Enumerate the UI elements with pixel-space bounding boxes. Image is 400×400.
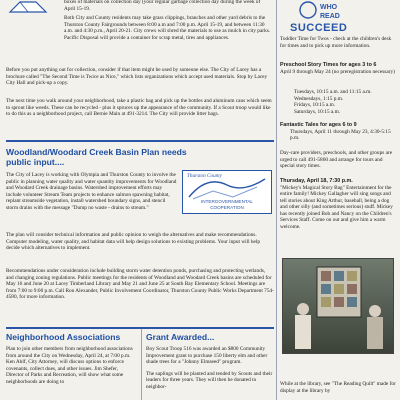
intro-p2: Both City and County residents may take grass clippings, branches and other yard debris to the Thurston County Fairgrounds between 8:00 a.m and 7:00 p.m. April 15-19, and between 11:30 a.m. and 4:30 p.m., April 20-21. City crews will shred the materials to use as mulch in city parks. Pacific Disposal will provide a container for scrap metal, tires and appliances. xyxy=(64,15,271,41)
time-2: Wednesdays, 1:15 p.m. xyxy=(294,95,344,102)
section-rule-2 xyxy=(6,327,274,329)
fantastic-sub: Thursdays, April 11 through May 23, 4:30-5:15 p.m. xyxy=(290,128,391,141)
daycare-text: Day-care providers, preschools, and other groups are urged to call 491-5860 and arrange for tours and special story times. xyxy=(280,150,393,169)
section-rule xyxy=(6,140,274,142)
svg-text:WHO: WHO xyxy=(320,4,338,11)
quilt-text: While at the library, see "The Reading Quilt" made for display at the library by xyxy=(280,381,396,394)
time-4: Saturdays, 10:15 a.m. xyxy=(294,108,341,115)
time-3: Fridays, 10:15 a.m. xyxy=(294,102,336,108)
grant-p2: The saplings will be planted and tended by Scouts and their leaders for three years. They will then be donated to neighbor- xyxy=(146,370,273,390)
intro-p3: Before you put anything out for collection, consider if that item might be used by someone else. The City of Lacey has a brochure called "The Second Time is Twice as Nice," which lists organizations which accept used materials. Stop by Lacey City Hall and pick-up a copy. xyxy=(6,67,268,86)
neighborhood-headline: Neighborhood Associations xyxy=(6,332,121,342)
intergovernmental-logo xyxy=(182,170,272,214)
preschool-sub: April 9 through May 24 (no preregistration necessary) xyxy=(280,68,395,75)
right-column xyxy=(280,0,396,400)
toddler-text: Toddler Time for Twos - check at the children's desk for times and to pick up more information. xyxy=(280,36,392,49)
preschool-heading: Preschool Story Times for ages 3 to 6 xyxy=(280,62,377,68)
recycle-illustration xyxy=(6,0,58,14)
basin-p1: The City of Lacey is working with Olympia and Thurston County to involve the public in planning water quality and water quantity improvements for Woodland and Woodard Creek drainage basins. Watershed improvement efforts may include volunteer Stream Team projects to enhance salmon spawning habitat, replant streamside vegetation, install watershed boundary signs, and stencil storm drains with the message "Dump no waste - drains to stream." xyxy=(6,172,177,211)
basin-p2: The plan will consider technical information and public opinion to weigh the alternatives and make recommendations. Computer modeling, water quality, and habitat data will help design solutions to existing problems. Your input will help decide which alternatives to implement. xyxy=(6,232,261,251)
basin-headline: Woodland/Woodard Creek Basin Plan needs public input.... xyxy=(6,147,187,167)
svg-text:READ: READ xyxy=(320,13,340,20)
grant-p1: Boy Scout Troop 516 was awarded an $800 Community Improvement grant to purchase 150 liberty elm and other shade trees for a "Johnny Elmseed" program. xyxy=(146,346,268,365)
who-read-logo xyxy=(290,0,382,34)
logo-succeed: SUCCEED xyxy=(290,22,348,34)
intro-p4: The next time you walk around your neighborhood, take a plastic bag and pick up the bottles and aluminum cans which seem to sprout like weeds. These can be recycled - plus it spruces up the appearance of the community. If a Scout troop would like to do this as a neighborhood project, call Bernie Main at 491-3214. The City will provide litter bags. xyxy=(6,98,272,117)
logo-line3: COOPERATION xyxy=(210,205,244,210)
library-quilt-photo xyxy=(282,258,394,354)
subcolumn-divider xyxy=(141,329,142,400)
fantastic-heading: Fantastic Tales for ages 6 to 9 xyxy=(280,122,357,128)
intro-p1: boxes of materials on collection day (your regular garbage collection day during the week of April 15-19. xyxy=(64,0,261,12)
basin-p3: Recommendations under consideration include building storm water detention ponds, purchasing and protecting wetlands, and changing zoning regulations. Public meetings for the residents of Woodland and Woodard Creek basins are scheduled for May 16 and June 20 at Lacey Timberland Library and May 21 and June 25 at South Bay Elementary School. Meetings are from 7:00 to 9:00 p.m. Call Ron Alexander, Public Involvement Coordinator, Thurston County Public Works Department 754-4580, for more information. xyxy=(6,268,274,300)
neighborhood-p1: Plan to join other members from neighborhood associations from around the City on Wednesday, April 24, at 7:00 p.m. Ken Ahlf, City Attorney, will discuss options to enforce covenants, collect dues, and other issues. Jim Shefer, Director of Parks and Recreation, will show what some neighborhoods are doing to xyxy=(6,346,133,385)
left-column xyxy=(6,0,274,400)
time-1: Tuesdays, 10:15 a.m. and 11:15 a.m. xyxy=(294,89,372,95)
logo-line1: Thurston County xyxy=(187,173,223,179)
grant-headline: Grant Awarded... xyxy=(146,332,215,342)
thursday-heading: Thursday, April 18, 7:30 p.m. xyxy=(280,178,353,184)
thursday-body: "Mickey's Magical Story Bag" Entertainment for the entire family! Mickey Gallagher will sing songs and tell stories about King Arthur, baseball, being a dog and other silly (and sometimes serious) stuff. Mickey has recently joined Bob and Nancy on the Children's Services Staff. Come on out and give him a warm welcome. xyxy=(280,184,393,230)
logo-line2: INTERGOVERNMENTAL xyxy=(201,199,253,204)
column-divider xyxy=(276,0,277,400)
